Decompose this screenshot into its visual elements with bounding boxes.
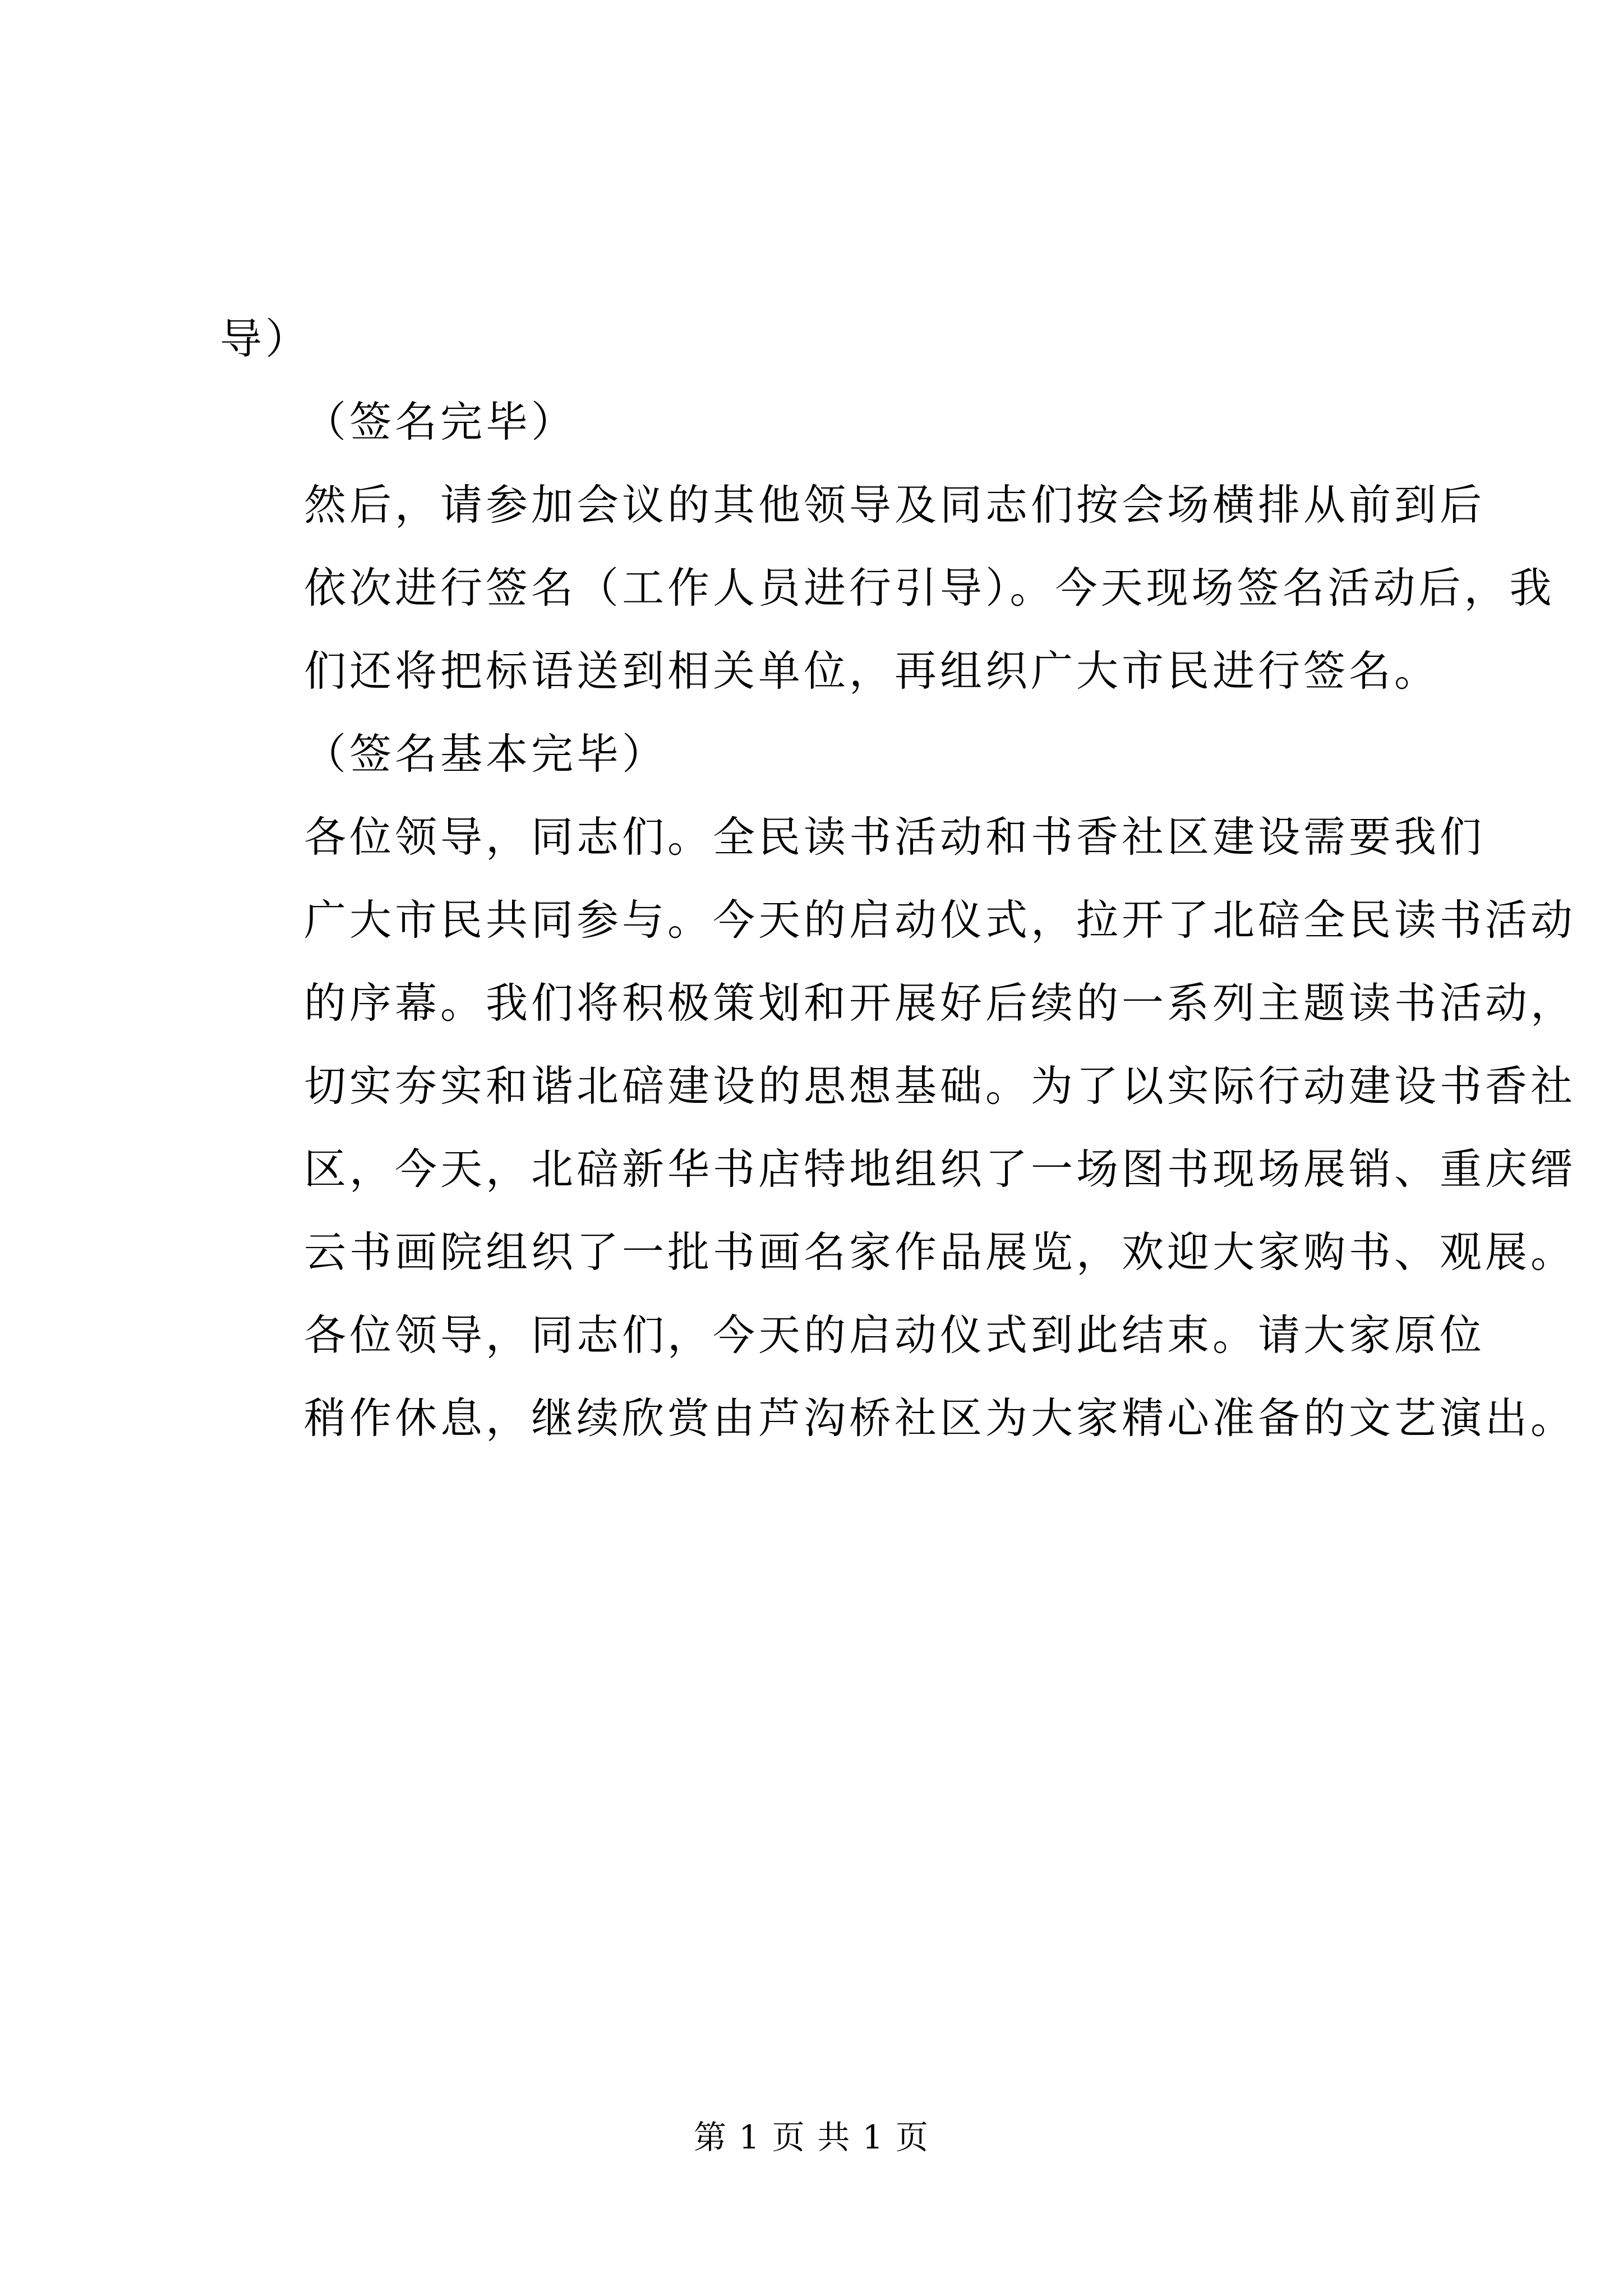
text-line: 切实夯实和谐北碚建设的思想基础。为了以实际行动建设书香社 — [304, 1061, 1576, 1111]
document-body — [220, 297, 1576, 1460]
text-line: 各位领导，同志们，今天的启动仪式到此结束。请大家原位 — [304, 1310, 1486, 1360]
text-line: 依次进行签名（工作人员进行引导）。今天现场签名活动后，我 — [304, 563, 1555, 613]
paragraph-continuation — [220, 297, 1431, 380]
text-line: 云书画院组织了一批书画名家作品展览，欢迎大家购书、观展。 — [304, 1227, 1576, 1277]
text-line: 们还将把标语送到相关单位，再组织广大市民进行签名。 — [304, 646, 1440, 696]
paragraph-closing — [220, 1294, 1576, 1460]
paragraph-signing-instructions — [220, 463, 1555, 712]
text-line: 区，今天，北碚新华书店特地组织了一场图书现场展销、重庆缙 — [304, 1144, 1576, 1194]
text-line: 各位领导，同志们。全民读书活动和书香社区建设需要我们 — [304, 812, 1486, 862]
text-line: 导） — [220, 314, 311, 364]
text-line: 然后，请参加会议的其他领导及同志们按会场横排从前到后 — [304, 480, 1486, 530]
text-line: 稍作休息，继续欣赏由芦沟桥社区为大家精心准备的文艺演出。 — [304, 1393, 1576, 1443]
page-number-footer: 第 1 页 共 1 页 — [694, 2118, 929, 2156]
paragraph-signing-basically-complete — [220, 712, 1431, 795]
text-line: （签名基本完毕） — [304, 729, 668, 779]
text-line: 的序幕。我们将积极策划和开展好后续的一系列主题读书活动， — [304, 978, 1576, 1028]
paragraph-reading-activity — [220, 795, 1576, 1294]
text-line: （签名完毕） — [304, 397, 577, 447]
text-line: 广大市民共同参与。今天的启动仪式，拉开了北碚全民读书活动 — [304, 895, 1576, 945]
paragraph-signing-complete — [220, 380, 1431, 463]
